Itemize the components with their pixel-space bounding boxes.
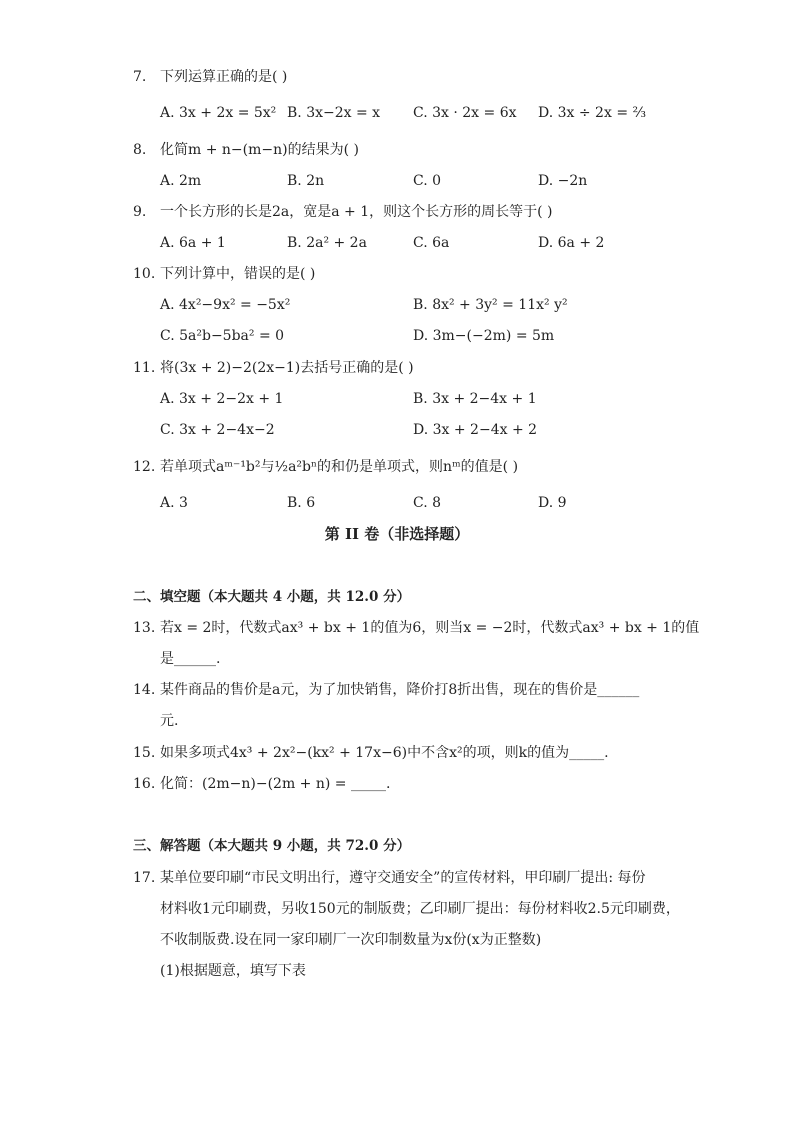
question-stem: 某件商品的售价是a元，为了加快销售，降价打8折出售，现在的售价是______ [160, 682, 640, 698]
option-c: C. 0 [413, 173, 442, 189]
question-number: 7. [133, 69, 147, 85]
question-number: 16. [133, 776, 156, 792]
option-b: B. 2a² + 2a [287, 235, 367, 251]
option-d: D. −2n [538, 173, 588, 189]
question-stem: 下列运算正确的是( ) [160, 69, 288, 85]
option-a: A. 4x²−9x² = −5x² [160, 297, 291, 313]
option-b: B. 3x−2x = x [287, 105, 381, 121]
section-heading: 三、解答题（本大题共 9 小题，共 72.0 分） [133, 838, 411, 854]
option-a: A. 6a + 1 [160, 235, 226, 251]
question-number: 14. [133, 682, 156, 698]
question-number: 10. [133, 266, 156, 282]
option-d: D. 3x + 2−4x + 2 [413, 422, 538, 438]
option-b: B. 2n [287, 173, 325, 189]
option-a: A. 3x + 2x = 5x² [160, 105, 277, 121]
option-d: D. 6a + 2 [538, 235, 605, 251]
question-number: 8. [133, 142, 147, 158]
question-stem: 如果多项式4x³ + 2x²−(kx² + 17x−6)中不含x²的项，则k的值为_____. [160, 745, 609, 761]
question-stem-continued: 元. [160, 713, 179, 729]
option-d: D. 9 [538, 495, 567, 511]
section-heading: 二、填空题（本大题共 4 小题，共 12.0 分） [133, 589, 411, 605]
option-c: C. 3x + 2−4x−2 [160, 422, 275, 438]
option-b: B. 6 [287, 495, 316, 511]
question-stem: 将(3x + 2)−2(2x−1)去括号正确的是( ) [160, 360, 414, 376]
option-a: A. 2m [160, 173, 202, 189]
option-c: C. 6a [413, 235, 450, 251]
option-d: D. 3x ÷ 2x = ⅔ [538, 105, 647, 121]
option-a: A. 3 [160, 495, 188, 511]
question-number: 11. [133, 360, 156, 376]
sub-question: (1)根据题意，填写下表 [160, 963, 306, 979]
question-stem-continued: 不收制版费.设在同一家印刷厂一次印制数量为x份(x为正整数) [160, 932, 542, 948]
question-number: 12. [133, 459, 156, 475]
option-c: C. 3x · 2x = 6x [413, 105, 517, 121]
question-number: 15. [133, 745, 156, 761]
option-b: B. 8x² + 3y² = 11x² y² [413, 297, 568, 313]
question-stem: 若单项式aᵐ⁻¹b²与½a²bⁿ的和仍是单项式，则nᵐ的值是( ) [160, 459, 519, 475]
question-number: 9. [133, 204, 147, 220]
question-stem: 若x = 2时，代数式ax³ + bx + 1的值为6，则当x = −2时，代数式ax³ + bx + 1的值 [160, 620, 700, 636]
question-stem: 化简：(2m−n)−(2m + n) = _____. [160, 776, 391, 792]
question-stem-continued: 材料收1元印刷费，另收150元的制版费；乙印刷厂提出：每份材料收2.5元印刷费， [160, 901, 680, 917]
option-c: C. 5a²b−5ba² = 0 [160, 328, 285, 344]
option-c: C. 8 [413, 495, 442, 511]
question-number: 13. [133, 620, 156, 636]
question-stem: 下列计算中，错误的是( ) [160, 266, 316, 282]
question-stem-continued: 是______. [160, 651, 221, 667]
part-title: 第 II 卷（非选择题） [324, 525, 470, 543]
question-number: 17. [133, 870, 156, 886]
question-stem: 化简m + n−(m−n)的结果为( ) [160, 142, 359, 158]
option-a: A. 3x + 2−2x + 1 [160, 391, 284, 407]
question-stem: 某单位要印刷“市民文明出行，遵守交通安全”的宣传材料，甲印刷厂提出: 每份 [160, 870, 646, 886]
option-b: B. 3x + 2−4x + 1 [413, 391, 537, 407]
question-stem: 一个长方形的长是2a，宽是a + 1，则这个长方形的周长等于( ) [160, 204, 553, 220]
option-d: D. 3m−(−2m) = 5m [413, 328, 555, 344]
